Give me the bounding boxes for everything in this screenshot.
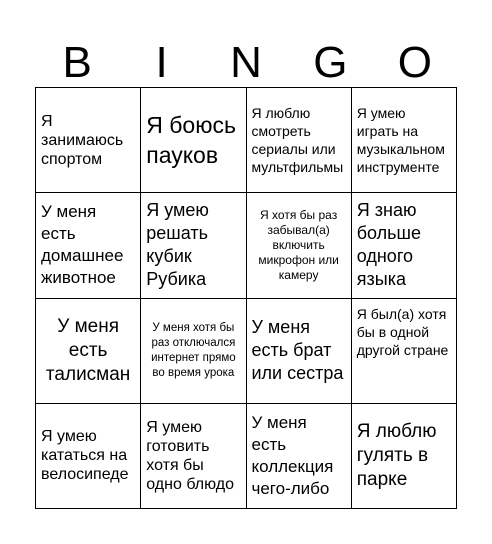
header-letter-n: N <box>230 38 262 87</box>
bingo-grid <box>35 87 457 509</box>
bingo-cell[interactable]: Я хотя бы раз забывал(а) включить микрофон или камеру <box>247 193 352 298</box>
header-letter-i: I <box>155 38 168 87</box>
bingo-cell[interactable]: Я умею готовить хотя бы одно блюдо <box>141 404 246 509</box>
bingo-cell[interactable]: Я умею решать кубик Рубика <box>141 193 246 298</box>
bingo-cell[interactable]: Я умею кататься на велосипеде <box>36 404 141 509</box>
bingo-header <box>35 38 457 88</box>
bingo-cell[interactable]: У меня есть домашнее животное <box>36 193 141 298</box>
header-letter-b: B <box>62 38 92 87</box>
header-letter-g: G <box>313 38 348 87</box>
bingo-cell[interactable]: У меня есть брат или сестра <box>247 299 352 404</box>
bingo-cell[interactable]: Я занимаюсь спортом <box>36 88 141 193</box>
bingo-cell[interactable]: Я знаю больше одного языка <box>352 193 457 298</box>
bingo-cell[interactable]: Я люблю гулять в парке <box>352 404 457 509</box>
bingo-cell[interactable]: У меня есть талисман <box>36 299 141 404</box>
bingo-cell[interactable]: Я умею играть на музыкальном инструменте <box>352 88 457 193</box>
bingo-cell[interactable]: Я был(а) хотя бы в одной другой стране <box>352 299 457 404</box>
bingo-cell[interactable]: У меня хотя бы раз отключался интернет прямо во время урока <box>141 299 246 404</box>
bingo-cell[interactable]: У меня есть коллекция чего-либо <box>247 404 352 509</box>
bingo-cell[interactable]: Я люблю смотреть сериалы или мультфильмы <box>247 88 352 193</box>
header-letter-o: O <box>397 38 432 87</box>
bingo-cell[interactable]: Я боюсь пауков <box>141 88 246 193</box>
